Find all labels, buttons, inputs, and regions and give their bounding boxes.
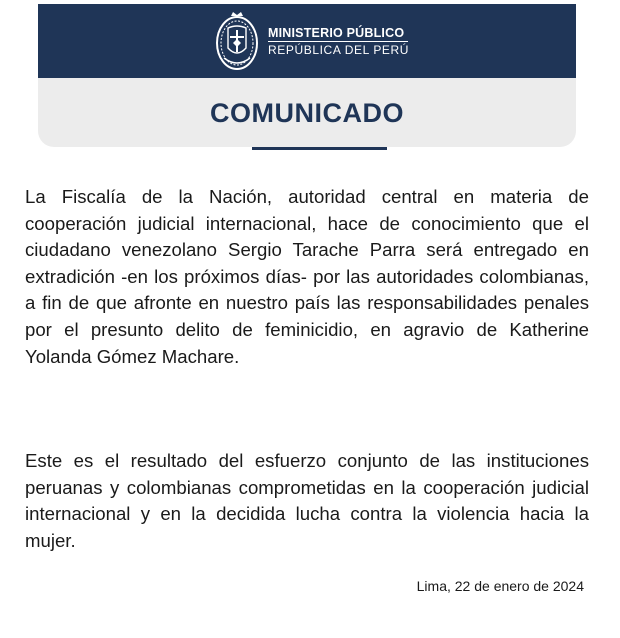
organization-title: MINISTERIO PÚBLICO	[268, 26, 405, 40]
body-paragraph-1: La Fiscalía de la Nación, autoridad central en materia de cooperación judicial internacional, hace de conocimiento que el ciudadano venezolano Sergio Tarache Parra será entregado en extradición -en los próximos días- por las autoridades colombianas, a fin de que afronte en nuestro país las responsabilidades penales por el presunto delito de feminicidio, en agravio de Katherine Yolanda Gómez Machare.	[25, 186, 589, 367]
organization-divider	[268, 41, 408, 42]
title-underline	[252, 147, 387, 150]
header-band	[38, 4, 576, 78]
header-card	[38, 4, 576, 147]
date-signoff: Lima, 22 de enero de 2024	[416, 578, 584, 594]
organization-name	[268, 26, 409, 57]
document-title: COMUNICADO	[210, 98, 404, 128]
coat-of-arms-icon	[214, 10, 260, 72]
organization-country: REPÚBLICA DEL PERÚ	[268, 43, 410, 57]
body-paragraph-2: Este es el resultado del esfuerzo conjunto de las instituciones peruanas y colombianas comprometidas en la cooperación judicial internacional y en la decidida lucha contra la violencia hacia la mujer.	[25, 450, 589, 551]
